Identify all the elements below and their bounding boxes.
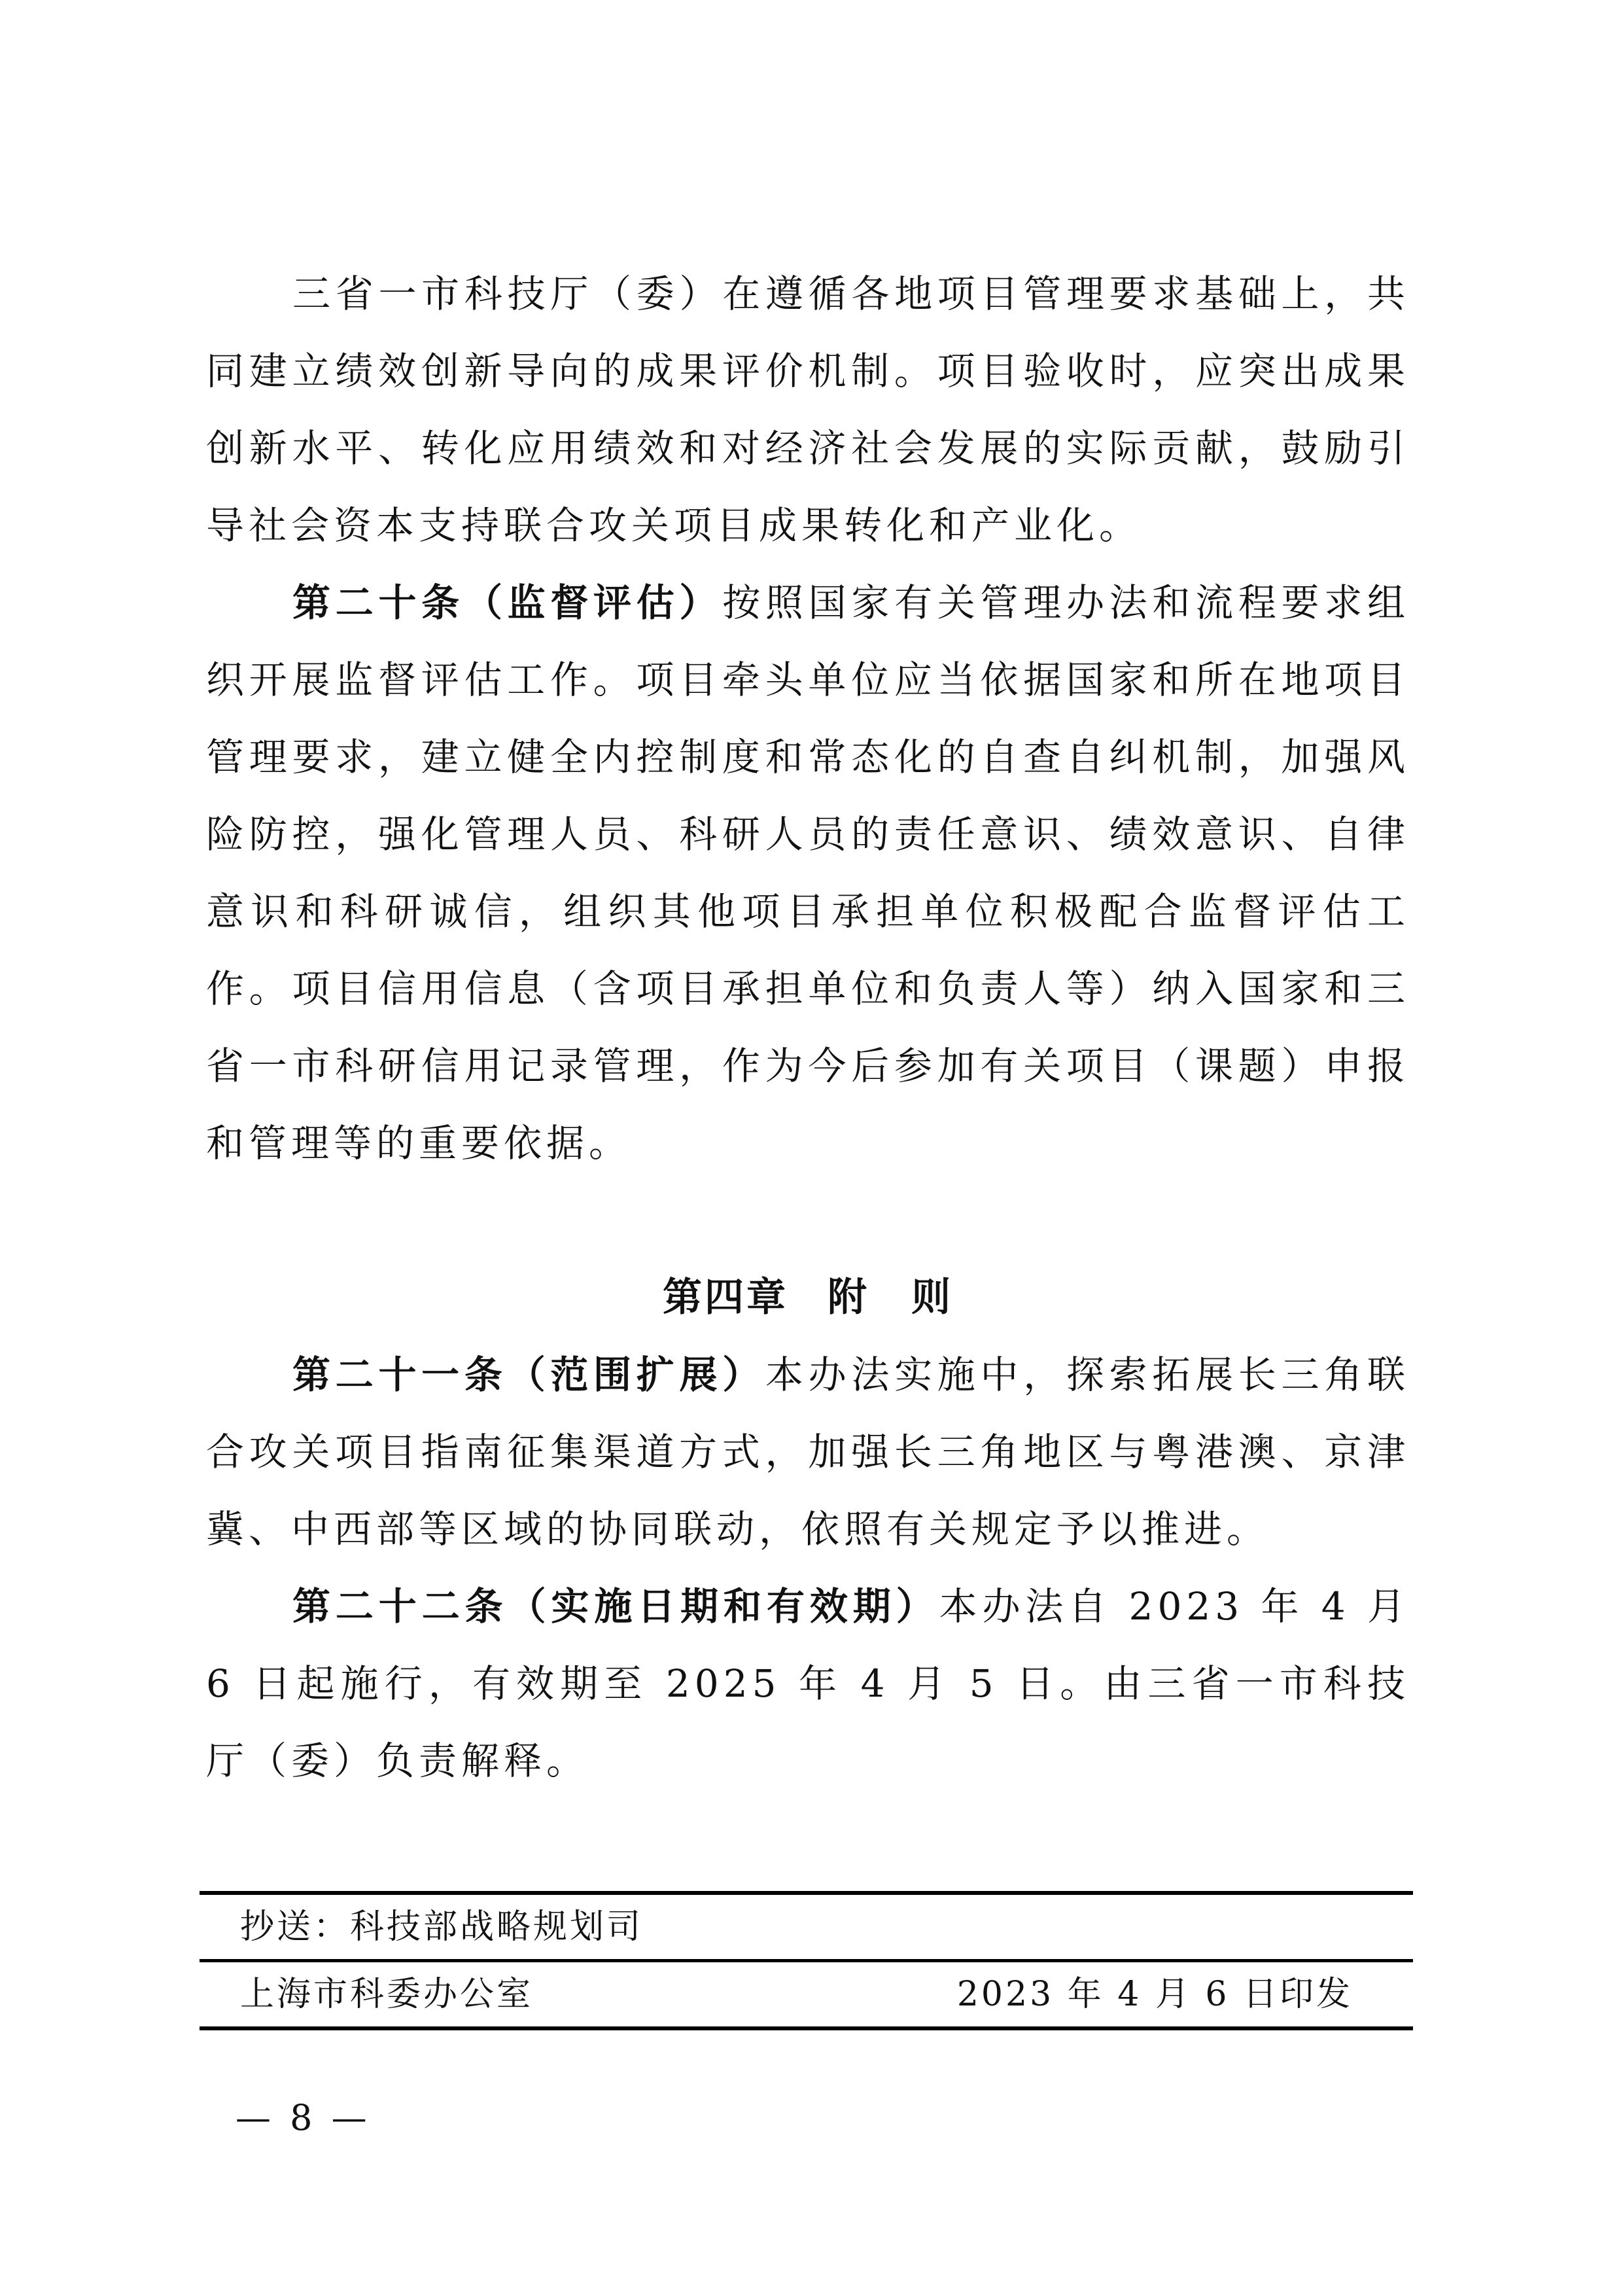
page-number: — 8 — bbox=[236, 2097, 371, 2138]
spacer bbox=[206, 1182, 1410, 1259]
paragraph-evaluation-mechanism: 三省一市科技厅（委）在遵循各地项目管理要求基础上，共同建立绩效创新导向的成果评价机制。项目验收时，应突出成果创新水平、转化应用绩效和对经济社会发展的实际贡献，鼓励引导社会资本支持联合攻关项目成果转化和产业化。 bbox=[206, 272, 1410, 548]
chapter-heading: 第四章 附 则 bbox=[663, 1275, 953, 1320]
distribution-footer bbox=[200, 1891, 1413, 2030]
article-heading: 第二十条（监督评估） bbox=[292, 580, 723, 625]
article-21-scope: 第二十一条（范围扩展）本办法实施中，探索拓展长三角联合攻关项目指南征集渠道方式，加强长三角地区与粤港澳、京津冀、中西部等区域的协同联动，依照有关规定予以推进。 bbox=[206, 1352, 1410, 1551]
issuer-row bbox=[200, 1962, 1413, 2026]
issuer: 上海市科委办公室 bbox=[240, 1975, 534, 2014]
article-20-supervision: 第二十条（监督评估）按照国家有关管理办法和流程要求组织开展监督评估工作。项目牵头单位应当依据国家和所在地项目管理要求，建立健全内控制度和常态化的自查自纠机制，加强风险防控，强化管理人员、科研人员的责任意识、绩效意识、自律意识和科研诚信，组织其他项目承担单位积极配合监督评估工作。项目信用信息（含项目承担单位和负责人等）纳入国家和三省一市科研信用记录管理，作为今后参加有关项目（课题）申报和管理等的重要依据。 bbox=[206, 580, 1410, 1165]
article-heading: 第二十二条（实施日期和有效期） bbox=[292, 1584, 939, 1629]
divider-bottom bbox=[200, 2026, 1413, 2030]
issue-date: 2023 年 4 月 6 日印发 bbox=[956, 1975, 1353, 2014]
cc-row bbox=[200, 1895, 1413, 1959]
article-heading: 第二十一条（范围扩展） bbox=[292, 1352, 765, 1397]
article-22-effective-date: 第二十二条（实施日期和有效期）本办法自 2023 年 4 月 6 日起施行，有效期至 2025 年 4 月 5 日。由三省一市科技厅（委）负责解释。 bbox=[206, 1584, 1410, 1783]
document-body bbox=[206, 255, 1410, 1799]
cc-label: 抄送： bbox=[240, 1907, 351, 1947]
cc-value: 科技部战略规划司 bbox=[350, 1907, 644, 1947]
